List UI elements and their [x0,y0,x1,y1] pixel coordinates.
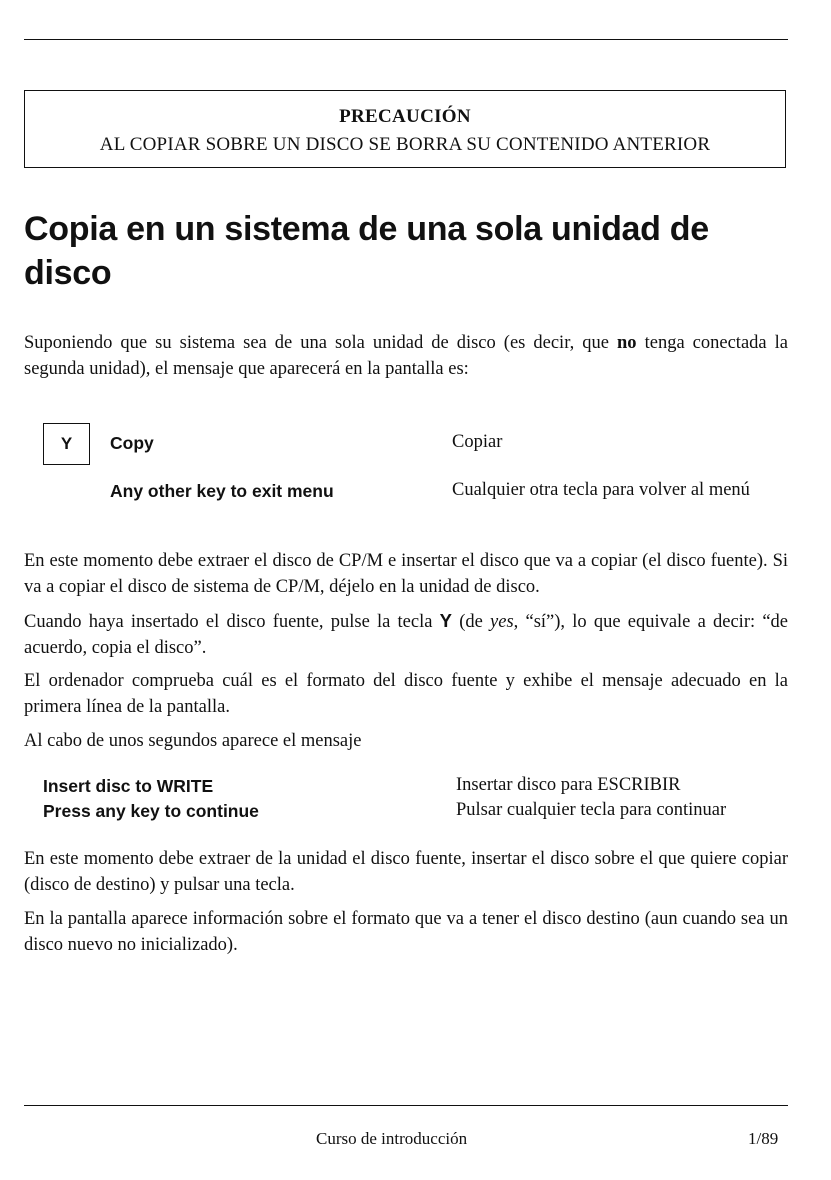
insert-key: Y [439,610,452,631]
footer-title: Curso de introducción [316,1129,468,1148]
section-heading: Copia en un sistema de una sola unidad de disco [24,210,709,292]
insert-paragraph [24,608,788,661]
info-paragraph: En la pantalla aparece información sobre el formato que va a tener el disco destino (aun cuando sea un disco nuevo no inicializado). [24,909,788,955]
message-line-2-translation: Pulsar cualquier tecla para continuar [456,800,727,820]
menu-exit-label: Any other key to exit menu [110,481,334,501]
insert-text-2: (de [452,612,491,632]
intro-text-2: tenga conectada la segunda unidad), el mensaje que aparecerá en la pantalla es: [24,333,789,379]
y-key-box: Y [43,423,90,465]
caution-text: AL COPIAR SOBRE UN DISCO SE BORRA SU CONTENIDO ANTERIOR [99,134,711,155]
top-rule [24,39,788,40]
wait-paragraph: Al cabo de unos segundos aparece el mensaje [24,731,362,751]
menu-copy-translation: Copiar [452,432,503,452]
bottom-rule [24,1105,788,1106]
menu-exit-translation: Cualquier otra tecla para volver al menú [452,480,750,500]
caution-title: PRECAUCIÓN [339,106,471,127]
insert-text-1: Cuando haya insertado el disco fuente, pulse la tecla [24,612,440,632]
caution-box [24,90,786,168]
message-line-2: Press any key to continue [43,801,259,821]
intro-text-1: Suponiendo que su sistema sea de una sola unidad de disco (es decir, que [24,333,618,353]
message-line-1: Insert disc to WRITE [43,776,214,796]
insert-text-3: , “sí”), lo que equivale a decir: “de acuerdo, copia el disco”. [24,612,788,658]
intro-paragraph [24,330,788,382]
extract-paragraph: En este momento debe extraer el disco de CP/M e insertar el disco que va a copiar (el disco fuente). Si va a copiar el disco de sistema de CP/M, déjelo en la unidad de disco. [24,551,788,597]
message-line-1-translation: Insertar disco para ESCRIBIR [456,775,681,795]
format-paragraph: El ordenador comprueba cuál es el formato del disco fuente y exhibe el mensaje adecuado en la primera línea de la pantalla. [24,671,788,717]
insert-italic-yes: yes [490,612,514,632]
destination-paragraph: En este momento debe extraer de la unidad el disco fuente, insertar el disco sobre el que quiere copiar (disco de destino) y pulsar una tecla. [24,849,788,895]
intro-bold-no: no [617,333,637,353]
menu-copy-label: Copy [110,433,154,453]
page-number: 1/89 [748,1129,779,1148]
